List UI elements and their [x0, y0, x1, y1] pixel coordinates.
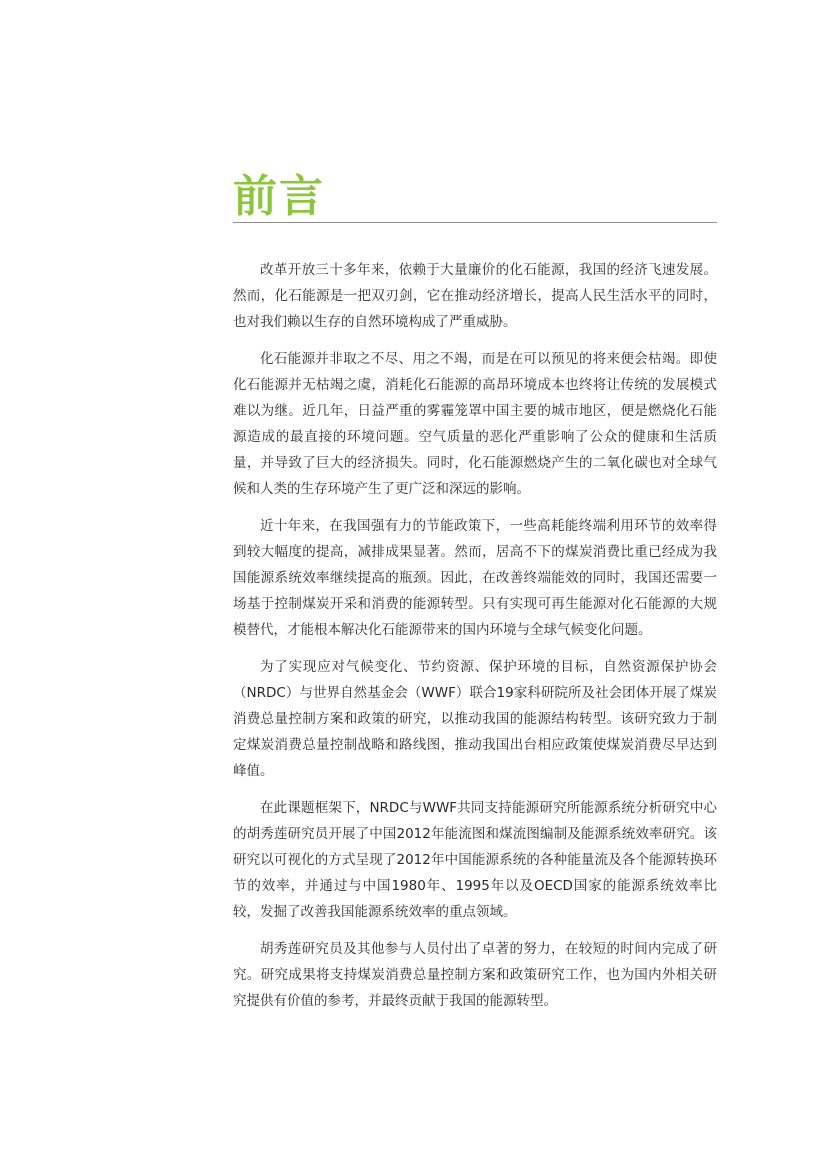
paragraph-1: 改革开放三十多年来，依赖于大量廉价的化石能源，我国的经济飞速发展。然而，化石能源是一把双刃剑，它在推动经济增长，提高人民生活水平的同时，也对我们赖以生存的自然环境构成了严重威胁。 [233, 262, 717, 330]
paragraph-5: 在此课题框架下，NRDC与WWF共同支持能源研究所能源系统分析研究中心的胡秀莲研究员开展了中国2012年能流图和煤流图编制及能源系统效率研究。该研究以可视化的方式呈现了2012年中国能源系统的各种能量流及各个能源转换环节的效率，并通过与中国1980年、1995年以及OECD国家的能源系统效率比较，发掘了改善我国能源系统效率的重点领域。 [233, 800, 717, 920]
title-divider [233, 222, 717, 223]
paragraph-2: 化石能源并非取之不尽、用之不竭，而是在可以预见的将来便会枯竭。即使化石能源并无枯竭之虞，消耗化石能源的高昂环境成本也终将让传统的发展模式难以为继。近几年，日益严重的雾霾笼罩中国主要的城市地区，便是燃烧化石能源造成的最直接的环境问题。空气质量的恶化严重影响了公众的健康和生活质量，并导致了巨大的经济损失。同时，化石能源燃烧产生的二氧化碳也对全球气候和人类的生存环境产生了更广泛和深远的影响。 [233, 351, 717, 497]
preface-body [233, 257, 717, 1025]
page-title: 前言 [233, 171, 325, 222]
paragraph-3: 近十年来，在我国强有力的节能政策下，一些高耗能终端利用环节的效率得到较大幅度的提高，减排成果显著。然而，居高不下的煤炭消费比重已经成为我国能源系统效率继续提高的瓶颈。因此，在改善终端能效的同时，我国还需要一场基于控制煤炭开采和消费的能源转型。只有实现可再生能源对化石能源的大规模替代，才能根本解决化石能源带来的国内环境与全球气候变化问题。 [233, 518, 717, 638]
paragraph-6: 胡秀莲研究员及其他参与人员付出了卓著的努力，在较短的时间内完成了研究。研究成果将支持煤炭消费总量控制方案和政策研究工作，也为国内外相关研究提供有价值的参考，并最终贡献于我国的能源转型。 [233, 941, 717, 1009]
paragraph-4: 为了实现应对气候变化、节约资源、保护环境的目标，自然资源保护协会（NRDC）与世界自然基金会（WWF）联合19家科研院所及社会团体开展了煤炭消费总量控制方案和政策的研究，以推动我国的能源结构转型。该研究致力于制定煤炭消费总量控制战略和路线图，推动我国出台相应政策使煤炭消费尽早达到峰值。 [233, 659, 717, 779]
